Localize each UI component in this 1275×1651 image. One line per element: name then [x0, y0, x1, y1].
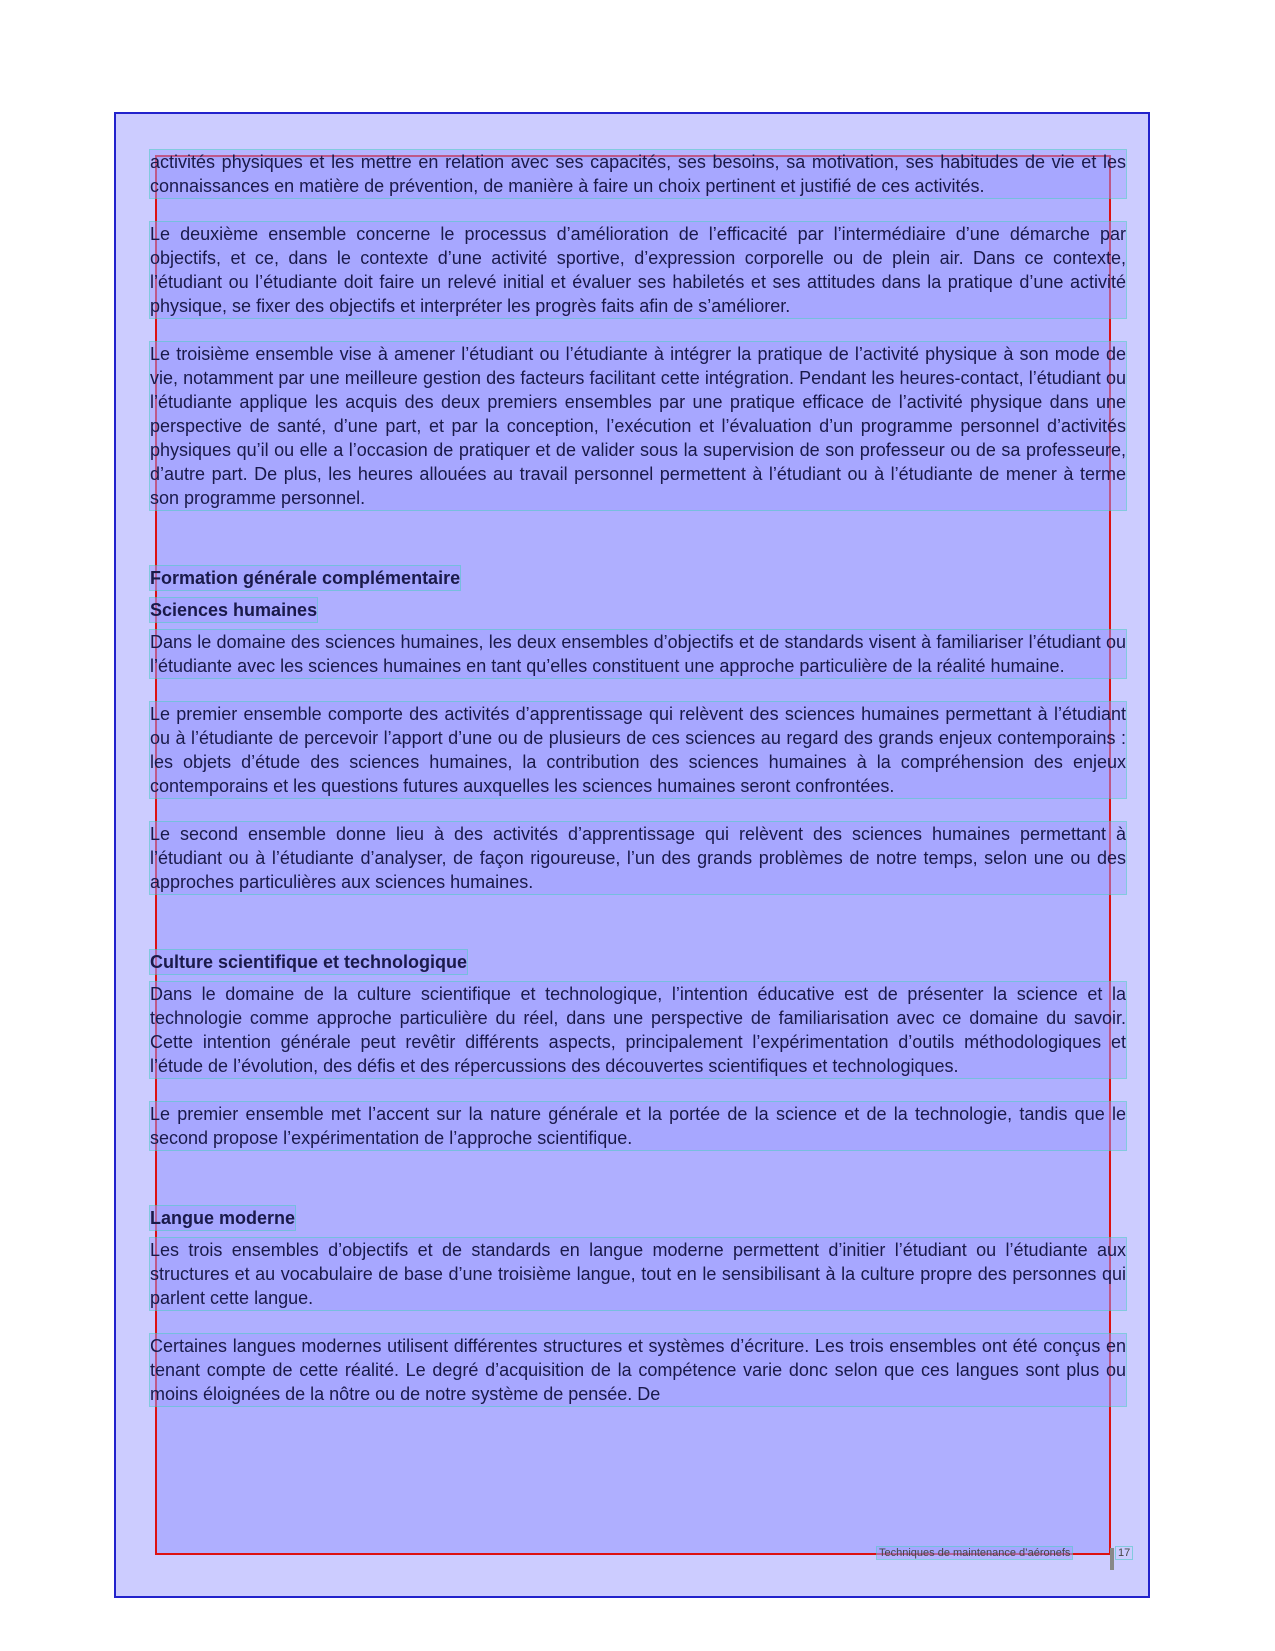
sciences-humaines-title: Sciences humaines	[150, 600, 318, 620]
intro-paragraph-3: Le troisième ensemble vise à amener l’étudiant ou l’étudiante à intégrer la pratique de l’activité physique à son mode de vie, notamment par une meilleure gestion des facteurs facilitant cette intégration. Pendant les heures-contact, l’étudiant ou l’étudiante applique les acquis des deux premiers ensembles par une pratique efficace de l’activité physique dans une perspective de santé, d’une part, et par la conception, l’exécution et l’évaluation d’un programme personnel d’activités physiques qu’il ou elle a l’occasion de pratiquer et de valider sous la supervision de son professeur ou de sa professeure, d’autre part. De plus, les heures allouées au travail personnel permettent à l’étudiant ou à l’étudiante de mener à terme son programme personnel.	[150, 344, 1126, 508]
culture-scientifique-title: Culture scientifique et technologique	[150, 952, 468, 972]
intro-paragraph-1: activités physiques et les mettre en relation avec ses capacités, ses besoins, sa motivation, ses habitudes de vie et les connaissances en matière de prévention, de manière à faire un choix pertinent et justifié de ces activités.	[150, 152, 1126, 196]
sciences-humaines-paragraph-1: Dans le domaine des sciences humaines, les deux ensembles d’objectifs et de standards visent à familiariser l’étudiant ou l’étudiante avec les sciences humaines en tant qu’elles constituent une approche particulière de la réalité humaine.	[150, 632, 1126, 676]
sciences-humaines-paragraph-3: Le second ensemble donne lieu à des activités d’apprentissage qui relèvent des sciences humaines permettant à l’étudiant ou à l’étudiante d’analyser, de façon rigoureuse, l’un des grands problèmes de notre temps, selon une ou des approches particulières aux sciences humaines.	[150, 824, 1126, 892]
culture-scientifique-paragraph-1: Dans le domaine de la culture scientifique et technologique, l’intention éducative est de présenter la science et la technologie comme approche particulière du réel, dans une perspective de familiarisation avec ce domaine du savoir. Cette intention générale peut revêtir différents aspects, principalement l’expérimentation d’outils méthodologiques et l’étude de l’évolution, des défis et des répercussions des découvertes scientifiques et technologiques.	[150, 984, 1126, 1076]
intro-paragraph-2: Le deuxième ensemble concerne le processus d’amélioration de l’efficacité par l’intermédiaire d’une démarche par objectifs, et ce, dans le contexte d’une activité sportive, d’expression corporelle ou de plein air. Dans ce contexte, l’étudiant ou l’étudiante doit faire un relevé initial et évaluer ses habiletés et ses attitudes dans la pratique d’une activité physique, se fixer des objectifs et interpréter les progrès faits afin de s’améliorer.	[150, 224, 1126, 316]
langue-moderne-title: Langue moderne	[150, 1208, 296, 1228]
culture-scientifique-paragraph-2: Le premier ensemble met l’accent sur la nature générale et la portée de la science et de la technologie, tandis que le second propose l’expérimentation de l’approche scientifique.	[150, 1104, 1126, 1148]
sciences-humaines-paragraph-2: Le premier ensemble comporte des activités d’apprentissage qui relèvent des sciences humaines permettant à l’étudiant ou à l’étudiante de percevoir l’apport d’une ou de plusieurs de ces sciences au regard des grands enjeux contemporains : les objets d’étude des sciences humaines, la contribution des sciences humaines à la compréhension des enjeux contemporains et les questions futures auxquelles les sciences humaines seront confrontées.	[150, 704, 1126, 796]
document-body	[150, 150, 1126, 1430]
langue-moderne-paragraph-1: Les trois ensembles d’objectifs et de standards en langue moderne permettent d’initier l’étudiant ou l’étudiante aux structures et au vocabulaire de base d’une troisième langue, tout en le sensibilisant à la culture propre des personnes qui parlent cette langue.	[150, 1240, 1126, 1308]
langue-moderne-paragraph-2: Certaines langues modernes utilisent différentes structures et systèmes d’écriture. Les trois ensembles ont été conçus en tenant compte de cette réalité. Le degré d’acquisition de la compétence varie donc selon que ces langues sont plus ou moins éloignées de la nôtre ou de notre système de pensée. De	[150, 1336, 1126, 1404]
section-title: Formation générale complémentaire	[150, 568, 461, 588]
page-divider	[1110, 1548, 1114, 1570]
page-number: 17	[1118, 1547, 1131, 1559]
footer-title: Techniques de maintenance d’aéronefs	[879, 1547, 1071, 1559]
